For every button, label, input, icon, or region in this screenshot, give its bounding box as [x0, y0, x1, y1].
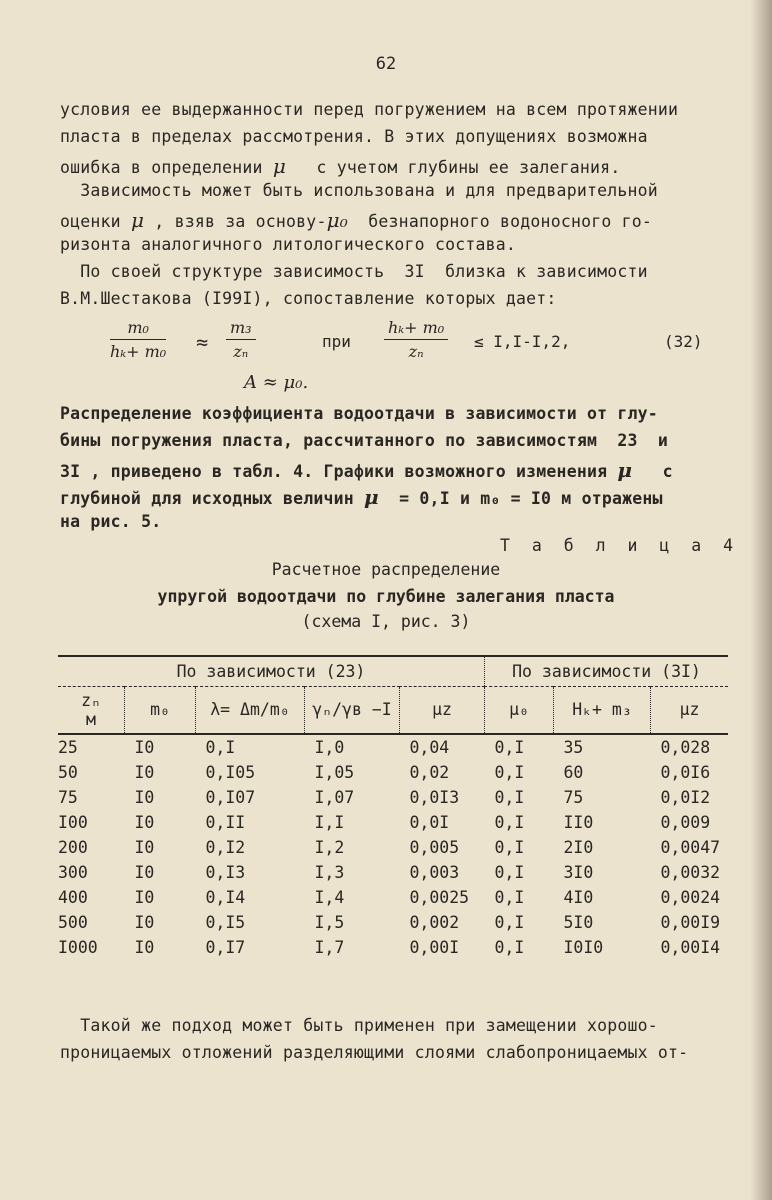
table-caption: (схема I, рис. 3): [301, 612, 471, 631]
table-cell: 0,005: [409, 837, 460, 857]
table-row: [58, 910, 728, 935]
table-column-header: [58, 686, 728, 734]
column-header: Hₖ+ m₃: [554, 686, 651, 734]
table-row: [58, 810, 728, 835]
table-cell: 0,I: [205, 737, 236, 757]
table-cell: I,5: [314, 912, 345, 932]
table-cell: 50: [58, 762, 78, 782]
table-cell: I,07: [314, 787, 355, 807]
table-cell: I0I0: [563, 937, 604, 957]
column-header: m₀: [125, 686, 196, 734]
table-cell: 0,I05: [205, 762, 256, 782]
table-cell: 5I0: [563, 912, 594, 932]
text-line: оценки μ , взяв за основу-μ₀ безнапорного водоносного го-: [60, 208, 653, 232]
table-cell: I,05: [314, 762, 355, 782]
table-cell: 75: [58, 787, 78, 807]
table-cell: 0,I: [494, 912, 525, 932]
table-row: [58, 835, 728, 860]
table-cell: 0,I: [494, 937, 525, 957]
table-cell: 4I0: [563, 887, 594, 907]
table-cell: 0,00I9: [660, 912, 721, 932]
table-cell: 0,I: [494, 737, 525, 757]
formula-word: при: [322, 332, 351, 351]
text-line: Распределение коэффициента водоотдачи в зависимости от глу-: [60, 404, 658, 423]
fraction-1: $\frac{\text{m₀}}{\text{hₖ+ m₀}}$: [110, 318, 167, 361]
page-number: 62: [375, 54, 397, 74]
table-caption: упругой водоотдачи по глубине залегания пласта: [157, 587, 615, 606]
group-header-31: По зависимости (3I): [512, 661, 701, 681]
table-cell: 0,0025: [409, 887, 470, 907]
table-cell: I0: [134, 812, 155, 832]
table-cell: I,2: [314, 837, 345, 857]
table-cell: 0,028: [660, 737, 711, 757]
table-cell: 500: [58, 912, 88, 932]
table-cell: 0,0I3: [409, 787, 460, 807]
table-cell: II0: [563, 812, 594, 832]
text-line: В.М.Шестакова (I99I), сопоставление которых дает:: [60, 289, 557, 308]
column-header: γₙ/γв −I: [305, 686, 400, 734]
table-cell: 0,I7: [205, 937, 246, 957]
table-cell: 0,I: [494, 887, 525, 907]
table-row: [58, 885, 728, 910]
table-row: [58, 760, 728, 785]
table-cell: 0,0032: [660, 862, 721, 882]
mu-symbol: μ: [272, 154, 287, 178]
table-cell: I0: [134, 937, 155, 957]
table-cell: 0,I4: [205, 887, 246, 907]
table-cell: I0: [134, 737, 155, 757]
table-cell: 0,0I2: [660, 787, 711, 807]
group-header-23: По зависимости (23): [58, 656, 485, 686]
column-header: μz: [679, 700, 700, 719]
table-cell: 0,I5: [205, 912, 246, 932]
mu-symbol: μ: [617, 458, 633, 482]
table-cell: 0,I: [494, 762, 525, 782]
table-row: [58, 860, 728, 885]
table-cell: I,4: [314, 887, 345, 907]
table-cell: 0,0I6: [660, 762, 711, 782]
table-cell: I0: [134, 887, 155, 907]
table-cell: 0,I07: [205, 787, 256, 807]
column-header: zₙ м: [58, 686, 125, 734]
mu-symbol: μ: [364, 485, 379, 509]
table-label: Т а б л и ц а 4: [500, 536, 740, 555]
table-cell: I0: [134, 837, 155, 857]
table-cell: 0,009: [660, 812, 711, 832]
approx-sign: ≈: [196, 330, 209, 354]
formula-condition: ≤ I,I-I,2,: [474, 332, 571, 351]
table-row: [58, 785, 728, 810]
text-line: проницаемых отложений разделяющими слоями слабопроницаемых от-: [60, 1043, 689, 1062]
column-header: λ= Δm/m₀: [196, 686, 305, 734]
table-cell: 0,00I: [409, 937, 460, 957]
text-line: глубиной для исходных величин μ = 0,I и m₀ = I0 м отражены: [60, 485, 663, 509]
table-cell: 0,003: [409, 862, 460, 882]
table-cell: 300: [58, 862, 88, 882]
text-line: пласта в пределах рассмотрения. В этих допущениях возможна: [60, 127, 648, 146]
table-cell: 0,0024: [660, 887, 721, 907]
table-cell: 25: [58, 737, 78, 757]
table-cell: 75: [563, 787, 584, 807]
table-cell: I0: [134, 762, 155, 782]
text-line: Такой же подход может быть применен при замещении хорошо-: [60, 1016, 658, 1035]
formula-number: (32): [664, 332, 703, 351]
table-cell: I,I: [314, 812, 345, 832]
table-cell: I0: [134, 862, 155, 882]
formula-32: [110, 318, 730, 398]
mu0-symbol: μ₀: [326, 208, 348, 232]
table-cell: I,7: [314, 937, 345, 957]
table-cell: 200: [58, 837, 88, 857]
table-cell: I000: [58, 937, 98, 957]
text-line: ошибка в определении μ с учетом глубины ее залегания.: [60, 154, 621, 178]
text-line: условия ее выдержанности перед погружением на всем протяжении: [60, 100, 679, 119]
table-cell: I00: [58, 812, 88, 832]
text-line: 3I , приведено в табл. 4. Графики возможного изменения μ с: [60, 458, 673, 482]
table-cell: I0: [134, 912, 155, 932]
table-row: [58, 734, 728, 760]
table-row: [58, 935, 728, 960]
table-cell: 0,002: [409, 912, 460, 932]
table-caption: Расчетное распределение: [271, 560, 501, 579]
table-cell: 400: [58, 887, 88, 907]
text-line: на рис. 5.: [60, 512, 162, 531]
column-header: μz: [400, 686, 485, 734]
mu-symbol: μ: [130, 208, 145, 232]
table-cell: 60: [563, 762, 584, 782]
fraction-3: $\frac{\text{hₖ+ m₀}}{\text{zₙ}}$: [384, 318, 448, 361]
table-cell: 0,04: [409, 737, 450, 757]
table-cell: 0,I: [494, 837, 525, 857]
text-line: бины погружения пласта, рассчитанного по зависимостям 23 и: [60, 431, 669, 450]
table-cell: I0: [134, 787, 155, 807]
table-cell: 0,I3: [205, 862, 246, 882]
table-cell: 0,02: [409, 762, 450, 782]
fraction-2: $\frac{\text{m₃}}{\text{zₙ}}$: [226, 318, 256, 361]
table-cell: 0,00I4: [660, 937, 721, 957]
table-cell: 0,I: [494, 787, 525, 807]
formula-second: A ≈ μ₀.: [244, 372, 309, 393]
table-cell: I,0: [314, 737, 345, 757]
table-cell: 3I0: [563, 862, 594, 882]
text-line: Зависимость может быть использована и для предварительной: [60, 181, 658, 200]
table-cell: 0,0I: [409, 812, 450, 832]
text-line: ризонта аналогичного литологического состава.: [60, 235, 517, 254]
table-cell: 0,I: [494, 862, 525, 882]
table-cell: 0,I: [494, 812, 525, 832]
table-cell: 0,I2: [205, 837, 246, 857]
table-cell: 0,0047: [660, 837, 721, 857]
column-header: μ₀: [485, 686, 554, 734]
table-cell: I,3: [314, 862, 345, 882]
data-table: [58, 655, 728, 960]
text-line: По своей структуре зависимость 3I близка к зависимости: [60, 262, 648, 281]
table-cell: 35: [563, 737, 584, 757]
table-cell: 2I0: [563, 837, 594, 857]
table-group-header: [58, 656, 728, 686]
table-cell: 0,II: [205, 812, 246, 832]
